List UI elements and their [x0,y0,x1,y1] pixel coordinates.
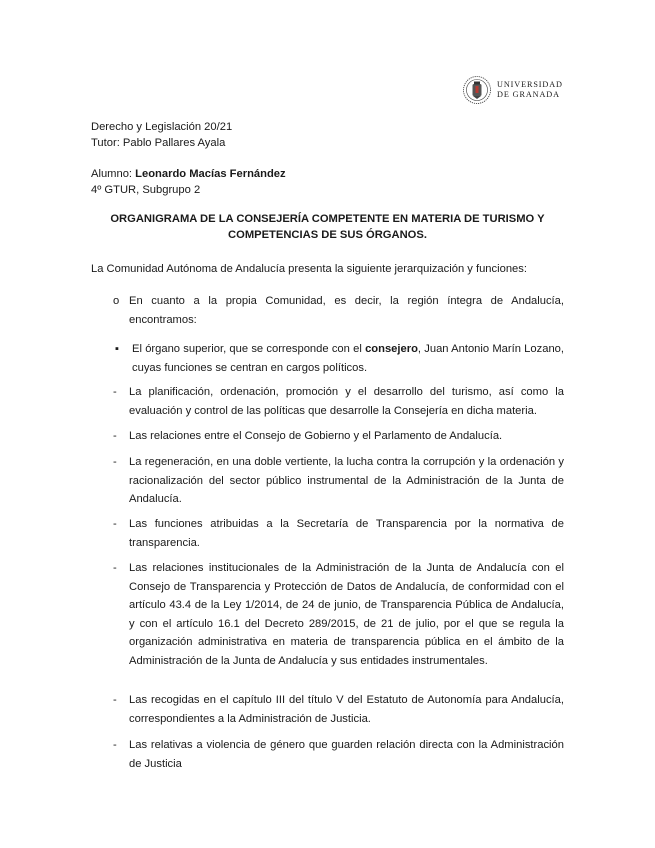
university-name-line1: UNIVERSIDAD [497,80,563,89]
group-line: 4º GTUR, Subgrupo 2 [91,184,201,196]
function-text: La regeneración, en una doble vertiente, la lucha contra la corrupción y la ordenación y racionalización del sector público instrumental de la Administración de la Junta de Andalucía. [129,456,564,505]
university-logo [462,72,572,106]
function-item [91,515,564,552]
dash-bullet: - [113,430,117,442]
organ-text-pre: El órgano superior, que se corresponde con el [132,343,366,355]
university-name [497,80,563,100]
function-text: Las relaciones institucionales de la Administración de la Junta de Andalucía con el Consejo de Transparencia y Protección de Datos de Andalucía, de conformidad con el artículo 43.4 de la Ley 1/2014, de 24 de junio, de Transparencia Pública de Andalucía, y con el artículo 16.1 del Decreto 289/2015, de 21 de julio, por el que se regula la organización administrativa en materia de transparencia pública en el ámbito de la Administración de la Junta de Andalucía y sus entidades instrumentales. [129,562,564,667]
university-seal-icon [462,75,492,105]
square-bullet: ▪ [115,343,119,355]
dash-bullet: - [113,518,117,530]
student-name: Leonardo Macías Fernández [135,168,286,180]
student-line [91,166,286,182]
intro-paragraph: La Comunidad Autónoma de Andalucía presenta la siguiente jerarquización y funciones: [91,263,527,275]
student-label: Alumno: [91,168,136,180]
dash-bullet: - [113,386,117,398]
course-line: Derecho y Legislación 20/21 [91,121,233,133]
dash-bullet: - [113,562,117,574]
title-line2: COMPETENCIAS DE SUS ÓRGANOS. [228,229,427,241]
function-item [91,453,564,509]
function-item [91,559,564,670]
university-name-line2: DE GRANADA [497,90,560,99]
function-text: Las recogidas en el capítulo III del título V del Estatuto de Autonomía para Andalucía, correspondientes a la Administración de Justicia. [129,694,564,725]
list-item-text [132,340,564,377]
function-item [91,691,564,728]
circle-bullet: o [113,295,120,307]
function-text: Las funciones atribuidas a la Secretaría de Transparencia por la normativa de transparencia. [129,518,564,549]
title-line1: ORGANIGRAMA DE LA CONSEJERÍA COMPETENTE EN MATERIA DE TURISMO Y [110,213,545,225]
function-text: Las relaciones entre el Consejo de Gobierno y el Parlamento de Andalucía. [129,430,503,442]
dash-bullet: - [113,456,117,468]
list-item-organ [91,340,564,377]
function-item [91,427,564,446]
function-text: La planificación, ordenación, promoción y el desarrollo del turismo, así como la evaluación y control de las políticas que desarrolle la Consejería en dicha materia. [129,386,564,417]
list-item-text: En cuanto a la propia Comunidad, es decir, la región íntegra de Andalucía, encontramos: [129,295,564,326]
list-item-community [91,292,564,329]
dash-bullet: - [113,739,117,751]
document-title [91,211,564,243]
function-text: Las relativas a violencia de género que guarden relación directa con la Administración de Justicia [129,739,564,770]
function-item [91,383,564,420]
dash-bullet: - [113,694,117,706]
function-item [91,736,564,773]
organ-text-bold: consejero [365,343,418,355]
tutor-line: Tutor: Pablo Pallares Ayala [91,137,226,149]
organ-text-post: , Juan Antonio Marín Lozano, cuyas funciones se centran en cargos políticos. [132,343,564,374]
